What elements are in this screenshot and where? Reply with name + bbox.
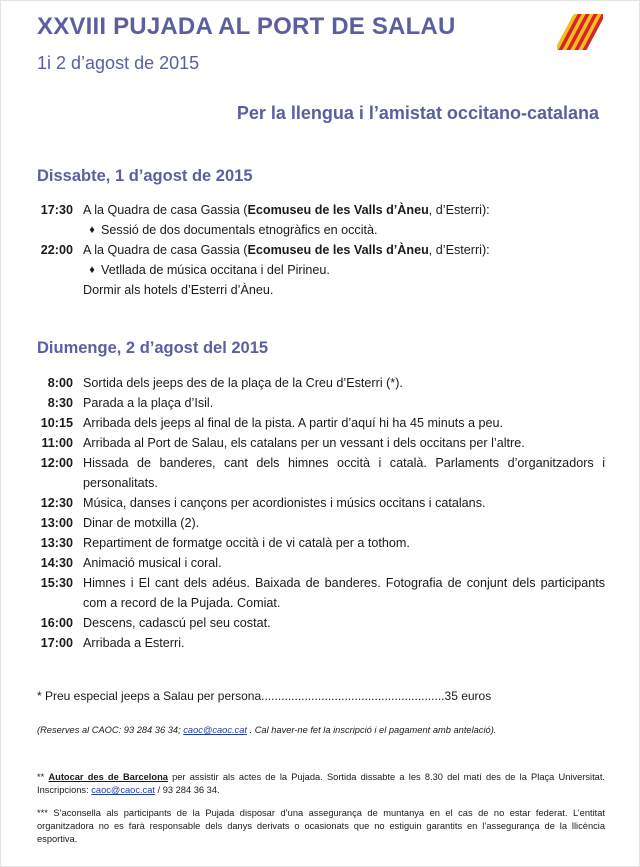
schedule-entry [37, 573, 605, 613]
page-title: XXVIII PUJADA AL PORT DE SALAU [37, 13, 456, 40]
reservation-text: . Cal haver-ne fet la inscripció i el pagament amb antelació). [246, 725, 497, 735]
event-dates: 1i 2 d’agost de 2015 [37, 53, 200, 73]
saturday-section [37, 167, 605, 300]
entry-time: 12:30 [40, 496, 73, 510]
bus-note-text: per assistir als actes de la Pujada. Sortida dissabte a les 8.30 del matí des de la Plaça Universitat. Inscripcions: [37, 772, 605, 795]
schedule-entry [37, 553, 605, 573]
bus-email-link[interactable]: caoc@caoc.cat [91, 785, 155, 795]
entry-time: 8:30 [47, 396, 73, 410]
schedule-entry [37, 513, 605, 533]
sunday-section [37, 339, 605, 653]
reservation-note [37, 725, 496, 735]
entry-venue: Ecomuseu de les Valls d’Àneu [247, 203, 429, 217]
reservation-text: (Reserves al CAOC: 93 284 36 34; [37, 725, 184, 735]
entry-text: Descens, cadascú pel seu costat. [83, 616, 271, 630]
schedule-entry [37, 413, 605, 433]
jeep-price-note: * Preu especial jeeps a Salau per persona.......................................................35 euros [37, 689, 492, 703]
schedule-entry [37, 433, 605, 453]
insurance-note: *** S’aconsella als participants de la Pujada disposar d’una assegurança de muntanya en el cas de no estar federat. L’entitat organitzadora no es farà responsable dels danys derivats o ocasionats que no estiguin garantits en l’assegurança de la llicència esportiva. [37, 808, 605, 844]
schedule-entry [37, 373, 605, 393]
entry-text [83, 200, 605, 220]
schedule-entry [37, 493, 605, 513]
schedule-entry [37, 393, 605, 413]
schedule-entry [37, 633, 605, 653]
entry-time: 14:30 [40, 556, 73, 570]
sunday-schedule [37, 373, 605, 653]
entry-time: 15:30 [40, 576, 73, 590]
entry-text-part: A la Quadra de casa Gassia ( [83, 203, 248, 217]
entry-text: Dinar de motxilla (2). [83, 516, 200, 530]
diamond-bullet-icon: ♦ [89, 224, 95, 236]
entry-text [83, 240, 605, 260]
bus-note [37, 771, 605, 797]
entry-text: Arribada al Port de Salau, els catalans per un vessant i dels occitans per l’altre. [83, 436, 525, 450]
entry-text: Arribada dels jeeps al final de la pista. A partir d’aquí hi ha 45 minuts a peu. [83, 416, 504, 430]
entry-time: 8:00 [47, 376, 73, 390]
entry-text-part: , d’Esterri): [428, 243, 490, 257]
bullet-text: Vetllada de música occitana i del Pirineu. [101, 263, 330, 277]
entry-venue: Ecomuseu de les Valls d’Àneu [247, 243, 429, 257]
schedule-entry [37, 613, 605, 633]
schedule-entry [37, 453, 605, 493]
entry-time: 13:00 [40, 516, 73, 530]
entry-time: 13:30 [40, 536, 73, 550]
entry-text: Animació musical i coral. [83, 556, 222, 570]
entry-text: Parada a la plaça d’Isil. [83, 396, 214, 410]
catalan-flag-logo-icon [557, 11, 603, 53]
entry-text: Sortida dels jeeps des de la plaça de la Creu d’Esterri (*). [83, 376, 403, 390]
entry-time: 12:00 [40, 456, 73, 470]
entry-time: 22:00 [40, 243, 73, 257]
page-subtitle: Per la llengua i l’amistat occitano-catalana [236, 103, 599, 123]
bus-note-prefix: ** [37, 772, 49, 782]
entry-text-part: A la Quadra de casa Gassia ( [83, 243, 248, 257]
schedule-entry [37, 533, 605, 553]
entry-text: Himnes i El cant dels adéus. Baixada de banderes. Fotografia de conjunt dels participants com a record de la Pujada. Comiat. [83, 576, 605, 610]
schedule-entry [37, 240, 605, 260]
entry-text-part: , d’Esterri): [428, 203, 490, 217]
saturday-heading: Dissabte, 1 d’agost de 2015 [37, 167, 253, 185]
entry-time: 17:00 [40, 636, 73, 650]
bullet-text: Sessió de dos documentals etnogràfics en occità. [101, 223, 378, 237]
saturday-closing: Dormir als hotels d’Esterri d’Àneu. [83, 283, 274, 297]
bus-note-phone: / 93 284 36 34. [154, 785, 220, 795]
entry-text: Hissada de banderes, cant dels himnes occità i català. Parlaments d’organitzadors i personalitats. [83, 456, 605, 490]
entry-time: 11:00 [41, 436, 73, 450]
bullet-item [37, 260, 605, 280]
bullet-item [37, 220, 605, 240]
entry-text: Repartiment de formatge occità i de vi català per a tothom. [83, 536, 410, 550]
diamond-bullet-icon: ♦ [89, 264, 95, 276]
entry-time: 17:30 [40, 203, 73, 217]
entry-time: 10:15 [40, 416, 73, 430]
entry-text: Música, danses i cançons per acordionistes i músics occitans i catalans. [83, 496, 486, 510]
schedule-entry [37, 200, 605, 220]
reservation-email-link[interactable]: caoc@caoc.cat [183, 725, 247, 735]
sunday-heading: Diumenge, 2 d’agost del 2015 [37, 339, 269, 357]
bus-note-title: Autocar des de Barcelona [48, 772, 168, 782]
entry-time: 16:00 [40, 616, 73, 630]
entry-text: Arribada a Esterri. [83, 636, 185, 650]
